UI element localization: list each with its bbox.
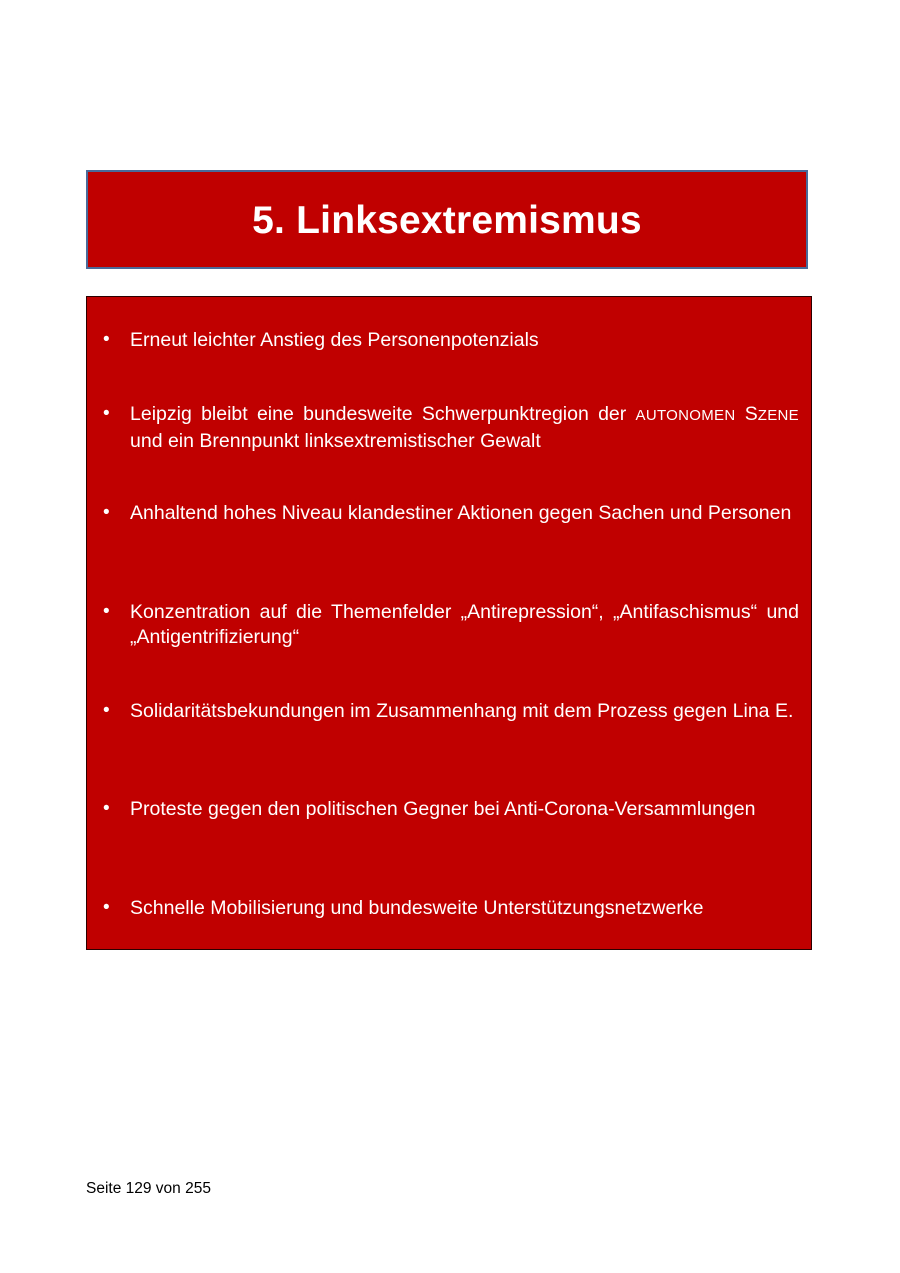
list-item-text: Konzentration auf die Themenfelder „Antirepression“, „Antifaschismus“ und „Antigentrifizierung“ bbox=[130, 601, 799, 648]
list-item-text: Anhaltend hohes Niveau klandestiner Aktionen gegen Sachen und Personen bbox=[130, 502, 792, 524]
small-caps-term: ZENE bbox=[757, 407, 799, 424]
bullet-icon: • bbox=[103, 798, 110, 819]
list-item-text: Schnelle Mobilisierung und bundesweite Unterstützungsnetzwerke bbox=[130, 897, 704, 919]
summary-box bbox=[86, 296, 812, 950]
list-item-text-part: Leipzig bleibt eine bundesweite Schwerpunktregion der bbox=[130, 403, 636, 425]
chapter-title-box bbox=[86, 170, 808, 269]
bullet-icon: • bbox=[103, 329, 110, 350]
list-item-text bbox=[130, 402, 799, 453]
bullet-icon: • bbox=[103, 897, 110, 918]
page-number: Seite 129 von 255 bbox=[86, 1180, 211, 1197]
bullet-icon: • bbox=[103, 601, 110, 622]
list-item-text: Erneut leichter Anstieg des Personenpotenzials bbox=[130, 329, 539, 351]
chapter-title: 5. Linksextremismus bbox=[252, 198, 642, 242]
bullet-icon: • bbox=[103, 502, 110, 523]
list-item-text: Solidaritätsbekundungen im Zusammenhang mit dem Prozess gegen Lina E. bbox=[130, 700, 794, 722]
bullet-icon: • bbox=[103, 403, 110, 424]
small-caps-initial: S bbox=[744, 403, 758, 425]
list-item-text: Proteste gegen den politischen Gegner bei Anti-Corona-Versammlungen bbox=[130, 798, 756, 820]
small-caps-term: AUTONOMEN bbox=[635, 407, 736, 424]
bullet-icon: • bbox=[103, 700, 110, 721]
list-item-text-part: und ein Brennpunkt linksextremistischer Gewalt bbox=[130, 429, 541, 452]
